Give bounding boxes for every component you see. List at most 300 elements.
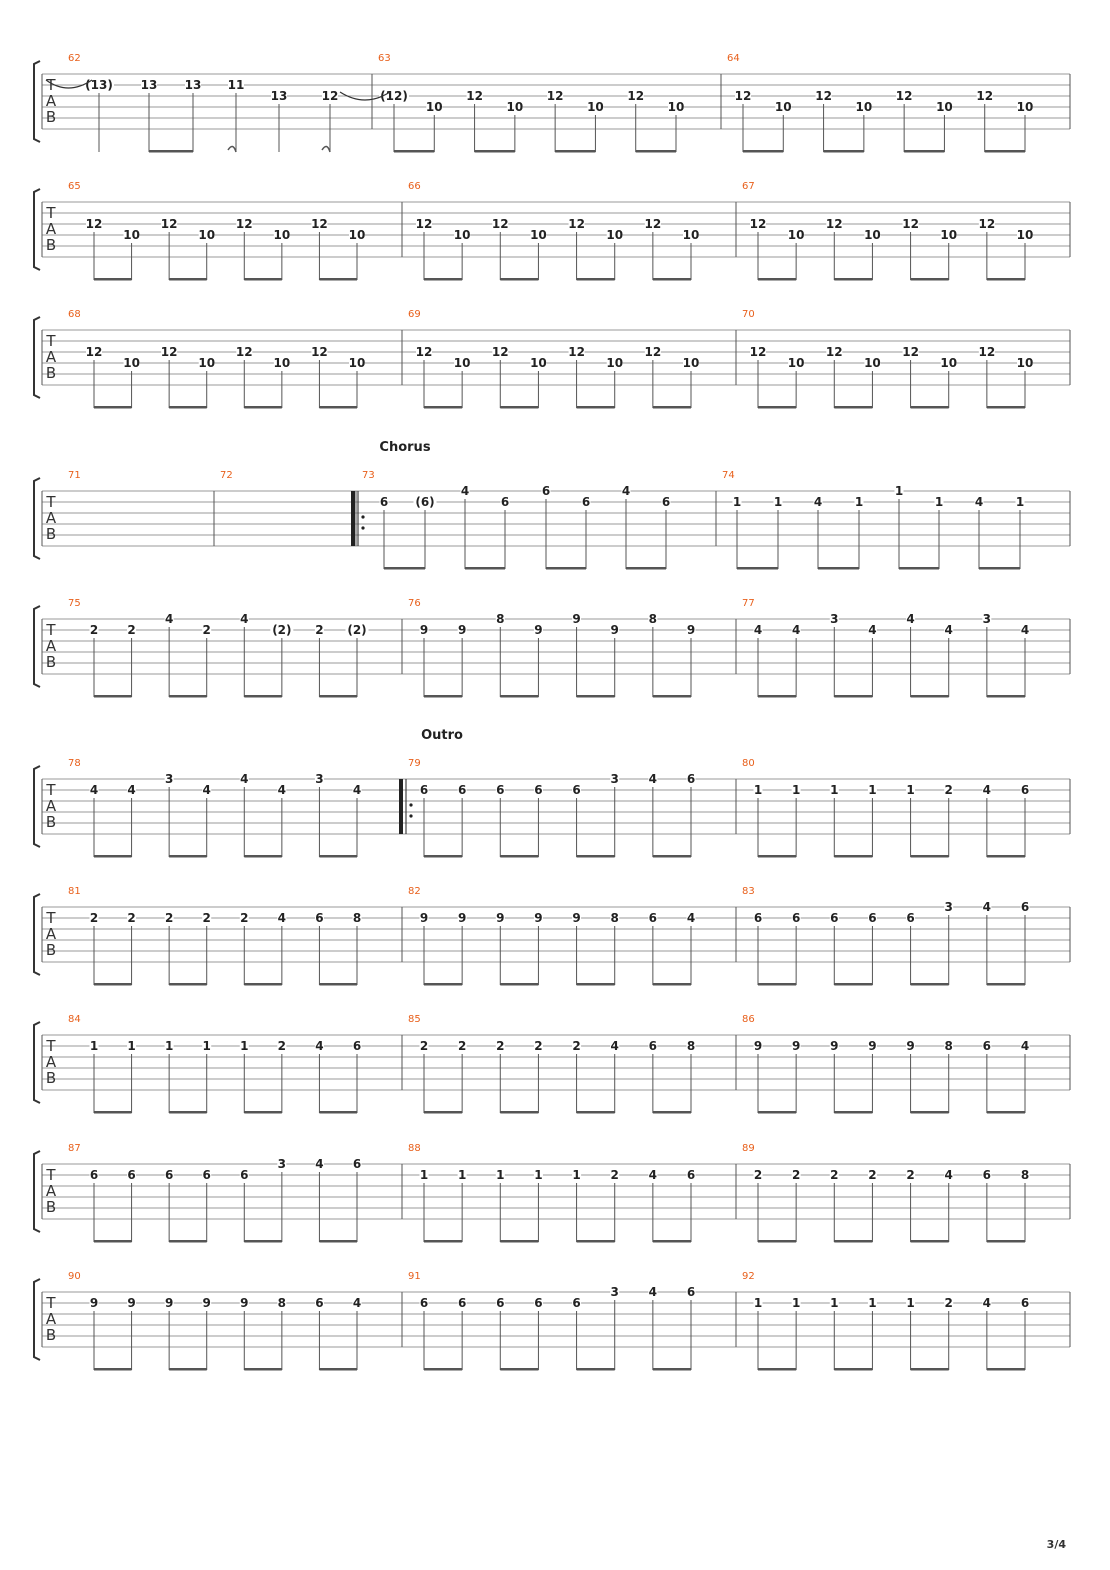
beam (94, 1240, 132, 1243)
measure-number: 88 (408, 1143, 421, 1154)
fret-number: 12 (85, 345, 103, 359)
measure-number: 68 (68, 309, 81, 320)
tab-clef-letter: T (46, 621, 56, 639)
fret-number: 10 (453, 356, 471, 370)
system-bracket (34, 1279, 40, 1360)
fret-number: (13) (85, 78, 113, 92)
fret-number: 10 (1016, 228, 1034, 242)
beam (244, 1111, 282, 1114)
beam (911, 278, 949, 281)
beam (758, 278, 796, 281)
tab-system (34, 886, 1070, 986)
fret-number: 1 (868, 1296, 877, 1310)
beam (94, 1368, 132, 1371)
fret-number: (12) (380, 89, 408, 103)
fret-number: 12 (749, 217, 767, 231)
beam (911, 855, 949, 858)
tab-clef-letter: A (45, 797, 57, 815)
beam (555, 150, 595, 153)
fret-number: 10 (682, 228, 700, 242)
fret-number: 2 (791, 1168, 801, 1182)
beam (987, 406, 1025, 409)
fret-number: 6 (686, 772, 696, 786)
measure-number: 73 (362, 470, 375, 481)
beam (577, 278, 615, 281)
fret-number: 1 (868, 783, 877, 797)
fret-number: 12 (415, 217, 433, 231)
fret-number: 10 (682, 356, 700, 370)
beam (577, 983, 615, 986)
beam (424, 983, 462, 986)
measure-number: 71 (68, 470, 81, 481)
tab-clef-letter: B (45, 653, 57, 671)
beam (424, 278, 462, 281)
fret-number: 12 (311, 217, 328, 231)
fret-number: (2) (272, 623, 292, 637)
beam (653, 1240, 691, 1243)
fret-number: 13 (270, 89, 288, 103)
beam (384, 567, 425, 570)
fret-number: 2 (534, 1039, 543, 1053)
beam (319, 983, 357, 986)
fret-number: 4 (621, 484, 631, 498)
fret-number: 10 (864, 228, 881, 242)
beam (818, 567, 859, 570)
fret-number: 6 (164, 1168, 174, 1182)
measure-number: 83 (742, 886, 755, 897)
fret-number: 4 (610, 1039, 619, 1053)
beam (834, 1240, 872, 1243)
fret-number: 10 (855, 100, 873, 114)
tab-clef-letter: T (46, 332, 56, 350)
fret-number: 11 (227, 78, 245, 92)
fret-number: 4 (352, 783, 362, 797)
tab-clef-letter: T (46, 781, 56, 799)
fret-number: 9 (686, 623, 696, 637)
beam (244, 406, 282, 409)
fret-number: 9 (906, 1039, 915, 1053)
fret-number: 3 (277, 1157, 287, 1171)
system-bracket (34, 61, 40, 142)
fret-number: 9 (534, 911, 543, 925)
beam (424, 855, 462, 858)
beam (244, 278, 282, 281)
fret-number: 9 (240, 1296, 249, 1310)
fret-number: 9 (419, 911, 429, 925)
beam (653, 983, 691, 986)
fret-number: 1 (202, 1039, 211, 1053)
fret-number: 2 (419, 1039, 429, 1053)
section-label: Chorus (379, 440, 431, 455)
fret-number: 9 (610, 623, 619, 637)
fret-number: 12 (815, 89, 832, 103)
fret-number: 1 (934, 495, 944, 509)
fret-number: 1 (127, 1039, 136, 1053)
beam (834, 695, 872, 698)
tab-clef-letter: A (45, 925, 57, 943)
fret-number: 12 (85, 217, 103, 231)
fret-number: 1 (906, 783, 915, 797)
beam (636, 150, 676, 153)
fret-number: 10 (273, 356, 291, 370)
fret-number: 1 (753, 1296, 763, 1310)
fret-number: 12 (160, 217, 178, 231)
tab-clef-letter: B (45, 525, 57, 543)
measure-number: 87 (68, 1143, 81, 1154)
fret-number: 4 (1020, 1039, 1030, 1053)
beam (475, 150, 515, 153)
beam (319, 695, 357, 698)
fret-number: 12 (415, 345, 433, 359)
measure-number: 90 (68, 1271, 81, 1282)
beam (424, 1111, 462, 1114)
measure-number: 66 (408, 181, 421, 192)
beam (169, 695, 207, 698)
fret-number: 1 (732, 495, 742, 509)
fret-number: 4 (982, 1296, 992, 1310)
measure-number: 78 (68, 758, 81, 769)
beam (985, 150, 1025, 153)
fret-number: 12 (902, 345, 919, 359)
measure-number: 80 (742, 758, 755, 769)
tab-system (34, 1014, 1070, 1114)
fret-number: 6 (419, 1296, 429, 1310)
fret-number: 8 (352, 911, 362, 925)
beam (577, 695, 615, 698)
fret-number: 6 (240, 1168, 249, 1182)
tab-clef-letter: A (45, 220, 57, 238)
fret-number: 9 (572, 911, 581, 925)
tab-system (34, 1143, 1070, 1243)
repeat-start-thick (399, 779, 403, 834)
measure-number: 64 (727, 53, 740, 64)
fret-number: 6 (1020, 900, 1030, 914)
beam (577, 1111, 615, 1114)
fret-number: 6 (982, 1168, 992, 1182)
fret-number: 6 (572, 783, 581, 797)
fret-number: 6 (496, 783, 505, 797)
system-bracket (34, 606, 40, 687)
tab-clef-letter: A (45, 637, 57, 655)
beam (737, 567, 778, 570)
fret-number: 3 (610, 1285, 619, 1299)
beam (500, 1368, 538, 1371)
measure-number: 86 (742, 1014, 755, 1025)
beam (987, 1111, 1025, 1114)
tab-clef-letter: A (45, 1053, 57, 1071)
measure-number: 85 (408, 1014, 421, 1025)
measure-number: 65 (68, 181, 81, 192)
fret-number: 12 (235, 217, 253, 231)
beam (987, 278, 1025, 281)
fret-number: 4 (277, 783, 287, 797)
fret-number: 4 (127, 783, 136, 797)
tab-system (34, 181, 1070, 281)
fret-number: 2 (610, 1168, 619, 1182)
fret-number: 9 (572, 612, 581, 626)
fret-number: 10 (123, 228, 140, 242)
beam (500, 1240, 538, 1243)
fret-number: 6 (534, 1296, 543, 1310)
beam (94, 855, 132, 858)
fret-number: 6 (127, 1168, 136, 1182)
fret-number: 6 (648, 1039, 658, 1053)
measure-number: 84 (68, 1014, 81, 1025)
fret-number: 10 (198, 356, 216, 370)
beam (987, 1368, 1025, 1371)
fret-number: 2 (240, 911, 249, 925)
beam (904, 150, 944, 153)
fret-number: 4 (944, 1168, 953, 1182)
tab-system (34, 309, 1070, 409)
fret-number: 2 (202, 623, 211, 637)
system-bracket (34, 189, 40, 270)
repeat-dot (361, 515, 364, 518)
fret-number: 4 (944, 623, 953, 637)
fret-number: 2 (496, 1039, 505, 1053)
measure-number: 76 (408, 598, 421, 609)
beam (244, 695, 282, 698)
measure-number: 82 (408, 886, 421, 897)
beam (743, 150, 783, 153)
fret-number: 4 (164, 612, 174, 626)
fret-number: 10 (864, 356, 881, 370)
fret-number: 3 (610, 772, 619, 786)
beam (169, 1368, 207, 1371)
fret-number: 1 (753, 783, 763, 797)
measure-number: 75 (68, 598, 81, 609)
fret-number: 3 (944, 900, 953, 914)
fret-number: 9 (127, 1296, 136, 1310)
tab-clef-letter: B (45, 236, 57, 254)
tab-system (34, 728, 1070, 858)
tab-system (34, 53, 1070, 153)
beam (394, 150, 434, 153)
beam (653, 278, 691, 281)
beam (911, 1368, 949, 1371)
fret-number: 1 (496, 1168, 505, 1182)
fret-number: 2 (277, 1039, 287, 1053)
fret-number: 6 (661, 495, 671, 509)
fret-number: 6 (352, 1039, 362, 1053)
fret-number: 9 (868, 1039, 877, 1053)
fret-number: 2 (753, 1168, 763, 1182)
beam (244, 983, 282, 986)
beam (94, 406, 132, 409)
fret-number: 6 (686, 1168, 696, 1182)
fret-number: 6 (315, 911, 324, 925)
fret-number: 8 (1020, 1168, 1030, 1182)
fret-number: 8 (277, 1296, 287, 1310)
fret-number: 10 (774, 100, 792, 114)
fret-number: 6 (379, 495, 389, 509)
fret-number: 2 (572, 1039, 581, 1053)
tab-clef-letter: T (46, 76, 56, 94)
beam (244, 855, 282, 858)
fret-number: 12 (546, 89, 564, 103)
beam (424, 1368, 462, 1371)
note-flag (322, 146, 330, 152)
fret-number: 10 (348, 356, 366, 370)
fret-number: 8 (686, 1039, 696, 1053)
fret-number: 12 (734, 89, 752, 103)
beam (834, 855, 872, 858)
fret-number: 9 (496, 911, 505, 925)
fret-number: 9 (830, 1039, 839, 1053)
fret-number: 12 (978, 345, 996, 359)
beam (577, 1368, 615, 1371)
fret-number: 10 (940, 356, 958, 370)
measure-number: 69 (408, 309, 421, 320)
fret-number: 3 (830, 612, 839, 626)
fret-number: 4 (906, 612, 915, 626)
fret-number: 2 (315, 623, 324, 637)
beam (149, 150, 193, 153)
fret-number: (2) (347, 623, 367, 637)
beam (911, 1240, 949, 1243)
measure-number: 67 (742, 181, 755, 192)
fret-number: 4 (791, 623, 801, 637)
beam (319, 278, 357, 281)
fret-number: 13 (140, 78, 158, 92)
beam (500, 278, 538, 281)
beam (758, 695, 796, 698)
beam (169, 1111, 207, 1114)
fret-number: 6 (753, 911, 763, 925)
measure-number: 89 (742, 1143, 755, 1154)
fret-number: 3 (982, 612, 992, 626)
fret-number: 10 (198, 228, 216, 242)
fret-number: 4 (813, 495, 823, 509)
fret-number: 1 (830, 783, 839, 797)
fret-number: 1 (534, 1168, 543, 1182)
fret-number: 12 (321, 89, 339, 103)
beam (834, 1111, 872, 1114)
beam (758, 1368, 796, 1371)
fret-number: 1 (906, 1296, 915, 1310)
tab-clef-letter: T (46, 1037, 56, 1055)
fret-number: 4 (460, 484, 470, 498)
fret-number: 6 (868, 911, 877, 925)
beam (319, 1111, 357, 1114)
fret-number: 6 (419, 783, 429, 797)
fret-number: 2 (830, 1168, 839, 1182)
beam (319, 406, 357, 409)
fret-number: 12 (491, 217, 509, 231)
fret-number: 6 (648, 911, 658, 925)
beam (626, 567, 666, 570)
fret-number: 8 (944, 1039, 953, 1053)
tab-clef-letter: T (46, 204, 56, 222)
beam (758, 855, 796, 858)
beam (169, 983, 207, 986)
fret-number: 12 (644, 345, 662, 359)
fret-number: 10 (425, 100, 443, 114)
fret-number: 4 (202, 783, 211, 797)
fret-number: 12 (160, 345, 178, 359)
beam (169, 406, 207, 409)
fret-number: 3 (164, 772, 174, 786)
beam (824, 150, 864, 153)
fret-number: 6 (500, 495, 510, 509)
fret-number: 3 (315, 772, 324, 786)
repeat-dot (409, 814, 412, 817)
fret-number: 10 (123, 356, 140, 370)
fret-number: 9 (202, 1296, 211, 1310)
fret-number: 1 (89, 1039, 99, 1053)
fret-number: 12 (627, 89, 645, 103)
fret-number: 4 (648, 1285, 658, 1299)
fret-number: 4 (277, 911, 287, 925)
fret-number: 10 (787, 356, 805, 370)
fret-number: 12 (644, 217, 662, 231)
beam (899, 567, 939, 570)
fret-number: 12 (976, 89, 994, 103)
beam (834, 278, 872, 281)
fret-number: 6 (457, 1296, 467, 1310)
fret-number: 12 (895, 89, 913, 103)
fret-number: 8 (648, 612, 658, 626)
system-bracket (34, 1151, 40, 1232)
beam (500, 695, 538, 698)
fret-number: 1 (894, 484, 904, 498)
fret-number: 8 (496, 612, 505, 626)
fret-number: 1 (773, 495, 783, 509)
section-label: Outro (421, 728, 463, 743)
beam (758, 983, 796, 986)
beam (758, 406, 796, 409)
fret-number: 6 (457, 783, 467, 797)
fret-number: 6 (982, 1039, 992, 1053)
fret-number: 2 (944, 783, 953, 797)
tab-clef-letter: A (45, 1310, 57, 1328)
fret-number: 12 (466, 89, 483, 103)
fret-number: 2 (906, 1168, 915, 1182)
tab-system (34, 1271, 1070, 1371)
fret-number: 12 (978, 217, 996, 231)
beam (244, 1240, 282, 1243)
note-flag (228, 146, 236, 152)
beam (94, 695, 132, 698)
fret-number: 6 (581, 495, 591, 509)
page-number: 3/4 (1046, 1538, 1066, 1551)
fret-number: 1 (457, 1168, 467, 1182)
fret-number: 6 (89, 1168, 99, 1182)
fret-number: 10 (530, 356, 547, 370)
system-bracket (34, 478, 40, 559)
beam (424, 695, 462, 698)
beam (319, 855, 357, 858)
beam (577, 1240, 615, 1243)
fret-number: 6 (1020, 783, 1030, 797)
fret-number: 9 (164, 1296, 174, 1310)
fret-number: 6 (572, 1296, 581, 1310)
beam (758, 1240, 796, 1243)
fret-number: 6 (352, 1157, 362, 1171)
beam (424, 1240, 462, 1243)
repeat-dot (409, 803, 412, 806)
fret-number: 10 (606, 356, 624, 370)
repeat-dot (361, 526, 364, 529)
fret-number: 13 (184, 78, 202, 92)
beam (987, 855, 1025, 858)
beam (94, 278, 132, 281)
tab-clef-letter: B (45, 364, 57, 382)
fret-number: 10 (348, 228, 366, 242)
fret-number: 10 (587, 100, 604, 114)
beam (911, 406, 949, 409)
tab-clef-letter: T (46, 493, 56, 511)
